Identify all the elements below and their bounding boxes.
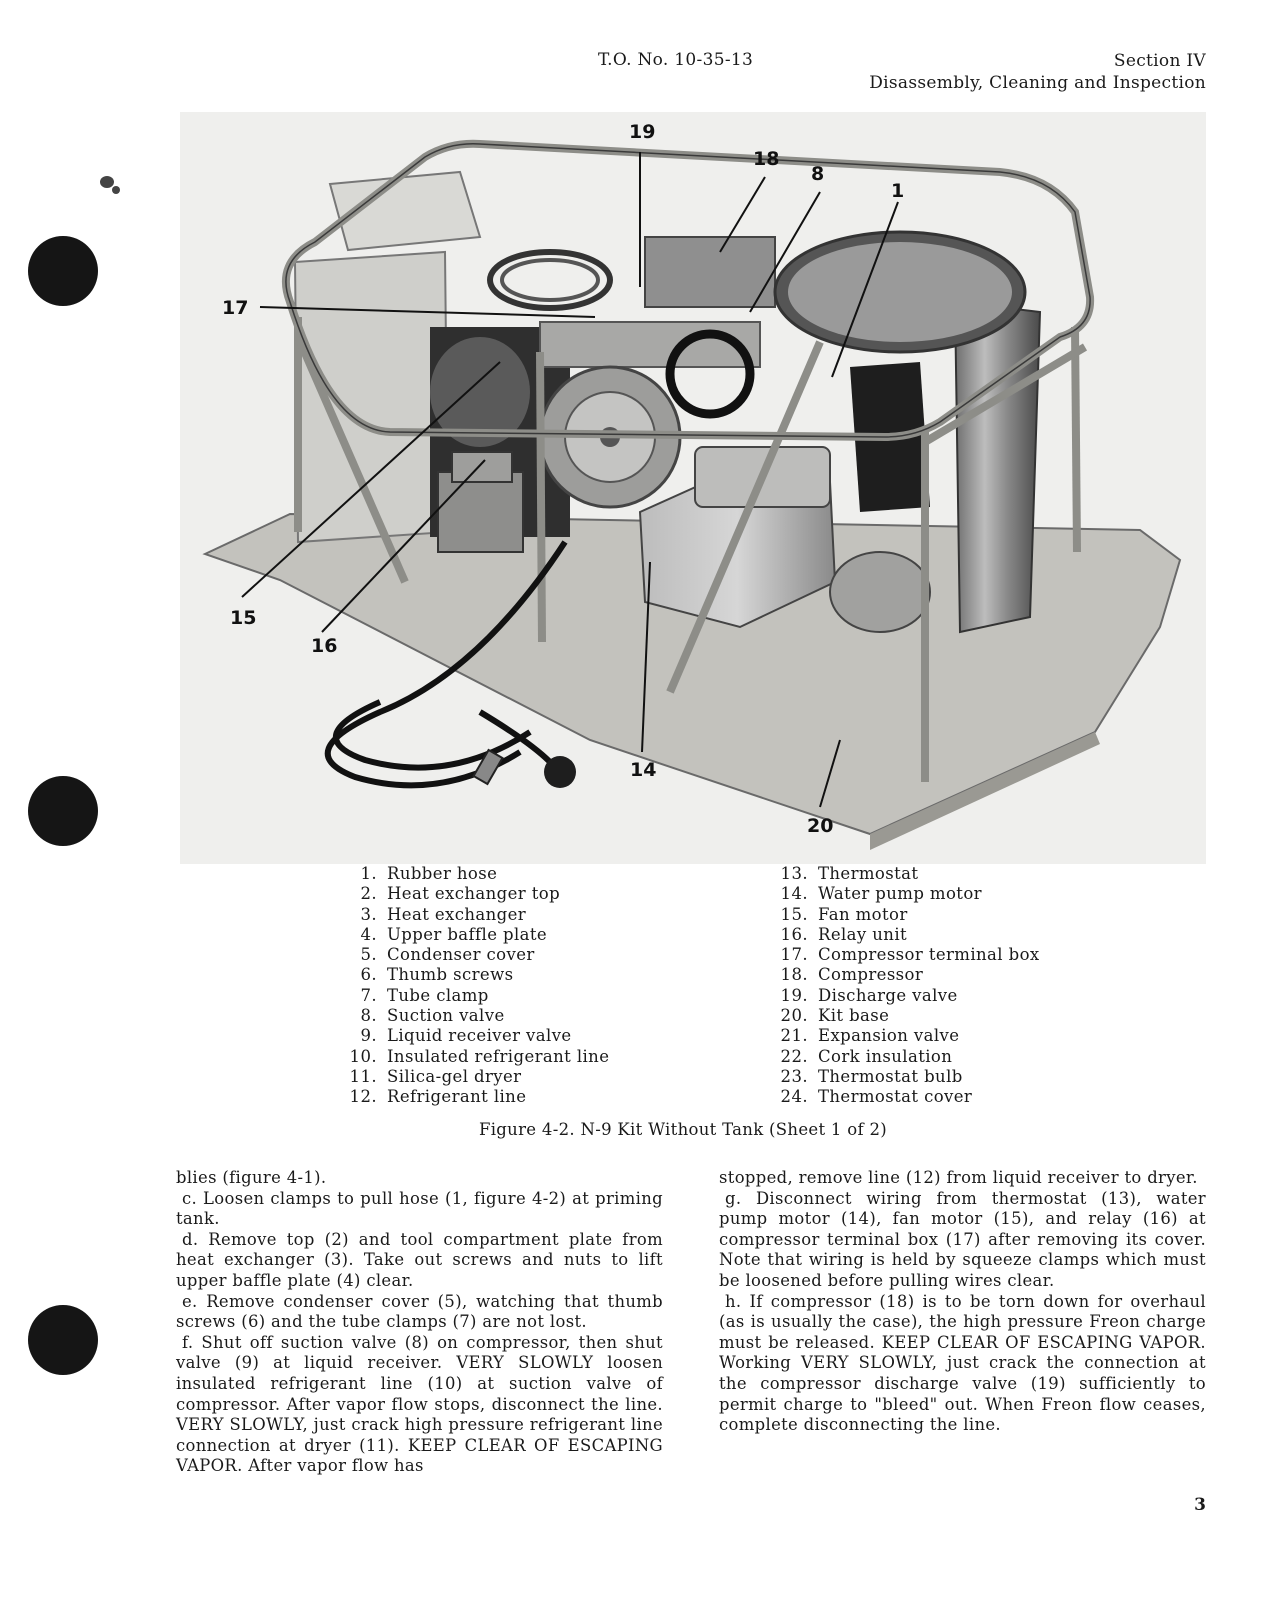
legend-number: 10.: [349, 1046, 377, 1066]
legend-item: [771, 1026, 1040, 1046]
callout-1: 1: [891, 180, 905, 202]
legend-label: Tube clamp: [387, 985, 489, 1005]
equipment-photo: [180, 112, 1206, 864]
legend-label: Thumb screws: [387, 965, 514, 985]
binder-hole-middle: [28, 776, 98, 846]
legend-number: 4.: [360, 924, 377, 944]
legend-item: [771, 1087, 1040, 1107]
legend-item: [771, 945, 1040, 965]
legend-item: [340, 884, 609, 904]
legend-number: 15.: [780, 904, 808, 924]
parts-legend-right: [771, 864, 1040, 1108]
callout-16: 16: [311, 635, 338, 657]
legend-label: Thermostat cover: [818, 1087, 973, 1107]
section-label: Section IV: [1113, 51, 1206, 71]
legend-label: Water pump motor: [818, 884, 982, 904]
legend-item: [340, 965, 609, 985]
scan-speck: [100, 176, 114, 188]
document-number: T.O. No. 10-35-13: [598, 50, 754, 70]
callout-8: 8: [811, 163, 825, 185]
legend-item: [340, 986, 609, 1006]
legend-label: Suction valve: [387, 1006, 505, 1026]
legend-number: 3.: [360, 904, 377, 924]
legend-number: 12.: [349, 1087, 377, 1107]
legend-number: 16.: [780, 924, 808, 944]
legend-number: 11.: [349, 1066, 377, 1086]
legend-label: Discharge valve: [818, 985, 958, 1005]
legend-label: Rubber hose: [387, 864, 498, 883]
legend-item: [340, 905, 609, 925]
legend-item: [771, 864, 1040, 884]
legend-number: 22.: [780, 1046, 808, 1066]
legend-item: [771, 1047, 1040, 1067]
legend-label: Relay unit: [818, 924, 908, 944]
callout-17: 17: [222, 297, 249, 319]
legend-label: Liquid receiver valve: [387, 1026, 572, 1046]
legend-number: 14.: [780, 884, 808, 904]
body-column-left: [176, 1168, 663, 1477]
legend-number: 5.: [360, 945, 377, 965]
legend-item: [340, 925, 609, 945]
legend-number: 9.: [360, 1026, 377, 1046]
legend-label: Fan motor: [818, 904, 908, 924]
legend-number: 8.: [360, 1006, 377, 1026]
paragraph: f. Shut off suction valve (8) on compressor, then shut valve (9) at liquid receiver. VERY SLOWLY loosen insulated refrigerant line (10) at suction valve of compressor. After vapor flow stops, disconnect the line. VERY SLOWLY, just crack high pressure refrigerant line connection at dryer (11). KEEP CLEAR OF ESCAPING VAPOR. After vapor flow has: [176, 1332, 663, 1476]
legend-number: 20.: [780, 1006, 808, 1026]
legend-label: Cork insulation: [818, 1046, 953, 1066]
paragraph: stopped, remove line (12) from liquid receiver to dryer.: [719, 1168, 1198, 1187]
figure-caption-text: Figure 4-2. N-9 Kit Without Tank (Sheet 1 of 2): [478, 1120, 887, 1139]
legend-number: 7.: [360, 985, 377, 1005]
legend-number: 24.: [780, 1087, 808, 1107]
legend-number: 19.: [780, 985, 808, 1005]
legend-item: [340, 1067, 609, 1087]
callout-18: 18: [753, 148, 780, 170]
legend-label: Kit base: [818, 1006, 890, 1026]
section-header: [869, 50, 1206, 94]
legend-item: [771, 905, 1040, 925]
legend-item: [771, 965, 1040, 985]
paragraph: g. Disconnect wiring from thermostat (13), water pump motor (14), fan motor (15), and relay (16) at compressor terminal box (17) after removing its cover. Note that wiring is held by squeeze clamps which must be loosened before pulling wires clear.: [719, 1188, 1206, 1290]
body-column-right: [719, 1168, 1206, 1436]
legend-item: [340, 1026, 609, 1046]
callout-15: 15: [230, 607, 257, 629]
legend-label: Heat exchanger: [387, 904, 527, 924]
legend-number: 2.: [360, 884, 377, 904]
legend-label: Insulated refrigerant line: [387, 1046, 610, 1066]
legend-item: [771, 884, 1040, 904]
legend-item: [771, 986, 1040, 1006]
legend-label: Silica-gel dryer: [387, 1066, 522, 1086]
page-number: 3: [1194, 1495, 1206, 1515]
legend-item: [340, 864, 609, 884]
legend-item: [340, 1006, 609, 1026]
legend-label: Thermostat: [818, 864, 919, 883]
callout-19: 19: [629, 121, 656, 143]
legend-number: 1.: [360, 864, 377, 883]
legend-label: Heat exchanger top: [387, 884, 561, 904]
legend-number: 18.: [780, 965, 808, 985]
section-title: Disassembly, Cleaning and Inspection: [869, 73, 1206, 93]
legend-number: 23.: [780, 1066, 808, 1086]
parts-legend-left: [340, 864, 609, 1108]
legend-item: [340, 945, 609, 965]
legend-label: Upper baffle plate: [387, 924, 548, 944]
legend-item: [771, 1067, 1040, 1087]
paragraph: e. Remove condenser cover (5), watching that thumb screws (6) and the tube clamps (7) are not lost.: [176, 1291, 663, 1332]
paragraph: d. Remove top (2) and tool compartment plate from heat exchanger (3). Take out screws and nuts to lift upper baffle plate (4) clear.: [176, 1229, 663, 1290]
paragraph: blies (figure 4-1).: [176, 1168, 327, 1187]
legend-label: Compressor terminal box: [818, 945, 1040, 965]
binder-hole-top: [28, 236, 98, 306]
legend-number: 6.: [360, 965, 377, 985]
legend-item: [340, 1087, 609, 1107]
legend-item: [771, 1006, 1040, 1026]
binder-hole-bottom: [28, 1305, 98, 1375]
legend-label: Compressor: [818, 965, 924, 985]
legend-number: 13.: [780, 864, 808, 883]
scan-speck: [112, 186, 120, 194]
n9-kit-illustration: [180, 112, 1206, 864]
legend-label: Condenser cover: [387, 945, 535, 965]
legend-number: 17.: [780, 945, 808, 965]
legend-item: [771, 925, 1040, 945]
legend-number: 21.: [780, 1026, 808, 1046]
callout-20: 20: [807, 815, 834, 837]
figure-caption: [0, 1120, 1266, 1139]
legend-label: Refrigerant line: [387, 1087, 527, 1107]
legend-item: [340, 1047, 609, 1067]
callout-14: 14: [630, 759, 657, 781]
legend-label: Thermostat bulb: [818, 1066, 963, 1086]
paragraph: h. If compressor (18) is to be torn down for overhaul (as is usually the case), the high pressure Freon charge must be released. KEEP CLEAR OF ESCAPING VAPOR. Working VERY SLOWLY, just crack the connection at the compressor discharge valve (19) sufficiently to permit charge to "bleed" out. When Freon flow ceases, complete disconnecting the line.: [719, 1291, 1206, 1435]
legend-label: Expansion valve: [818, 1026, 960, 1046]
paragraph: c. Loosen clamps to pull hose (1, figure 4-2) at priming tank.: [176, 1188, 663, 1229]
